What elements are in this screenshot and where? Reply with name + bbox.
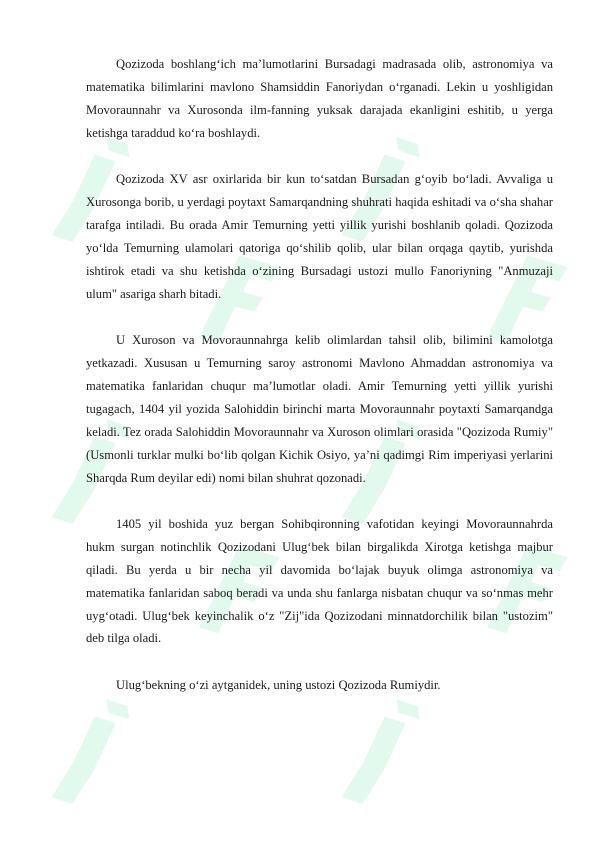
document-body	[86, 53, 553, 720]
paragraph: 1405 yil boshida yuz bergan Sohibqironning vafotidan keyingi Movoraunnahrda hukm surgan notinchlik Qozizodani Ulug‘bek bilan birgalikda Xirotga ketishga majbur qiladi. Bu yerda u bir necha yil davomida bo‘lajak buyuk olimga astronomiya va matematika fanlaridan saboq beradi va unda shu fanlarga nisbatan chuqur va so‘nmas mehr uyg‘otadi. Ulug‘bek keyinchalik o‘z "Zij"ida Qozizodani minnatdorchilik bilan "ustozim" deb tilga oladi.	[86, 516, 553, 646]
paragraph: U Xuroson va Movoraunnahrga kelib olimlardan tahsil olib, bilimini kamolotga yetkazadi. Xususan u Temurning saroy astronomi Mavlono Ahmaddan astronomiya va matematika fanlaridan chuqur ma’lumotlar oladi. Amir Temurning yetti yillik yurishi tugagach, 1404 yil yozida Salohiddin birinchi marta Movoraunnahr poytaxti Samarqandga keladi. Tez orada Salohiddin Movoraunnahr va Xuroson olimlari orasida "Qozizoda Rumiy" (Usmonli turklar mulki bo‘lib qolgan Kichik Osiyo, ya’ni qadimgi Rim imperiyasi yerlarini Sharqda Rum deyilar edi) nomi bilan shuhrat qozonadi.	[86, 333, 553, 485]
paragraph: Qozizoda boshlang‘ich ma’lumotlarini Bursadagi madrasada olib, astronomiya va matematika bilimlarini mavlono Shamsiddin Fanoriydan o‘rganadi. Lekin u yoshligidan Movoraunnahr va Xurosonda ilm-fanning yuksak darajada ekanligini eshitib, u yerga ketishga taraddud ko‘ra boshlaydi.	[86, 57, 553, 140]
paragraph: Ulug‘bekning o‘zi aytganidek, uning ustozi Qozizoda Rumiydir.	[116, 677, 441, 692]
paragraph: Qozizoda XV asr oxirlarida bir kun to‘satdan Bursadan g‘oyib bo‘ladi. Avvaliga u Xurosonga borib, u yerdagi poytaxt Samarqandning shuhrati haqida eshitadi va o‘sha shahar tarafga intiladi. Bu orada Amir Temurning yetti yillik yurishi boshlanib qoladi. Qozizoda yo‘lda Temurning ulamolari qatoriga qo‘shilib qolib, ular bilan orqaga qaytib, yurishda ishtirok etadi va shu ketishda o‘zining Bursadagi ustozi mullo Fanoriyning "Anmuzaji ulum" asariga sharh bitadi.	[86, 172, 553, 301]
